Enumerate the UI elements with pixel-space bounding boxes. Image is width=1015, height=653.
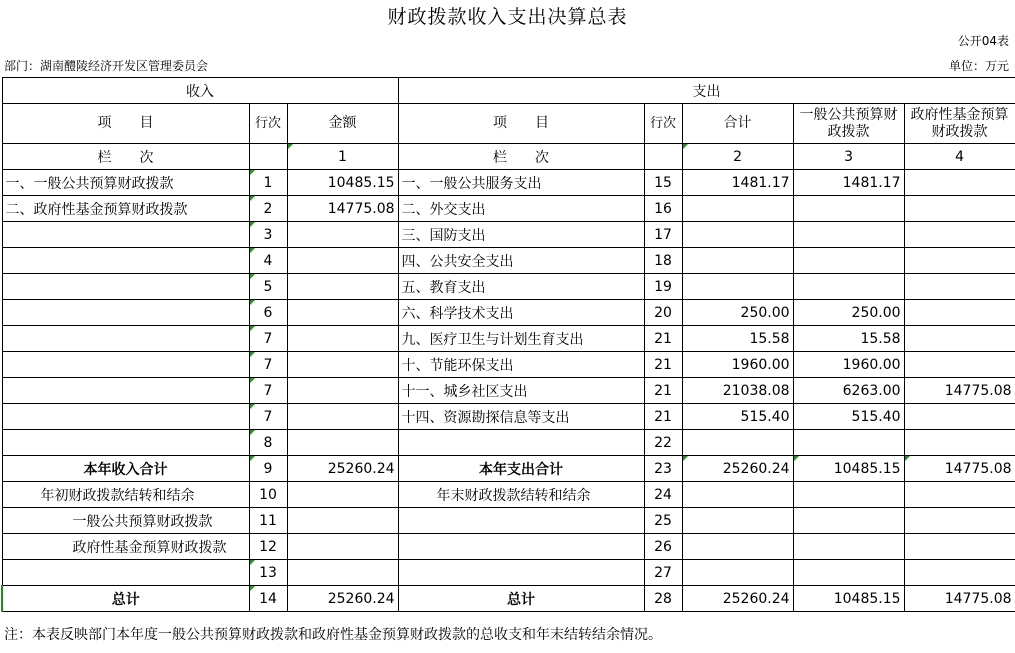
carry-row — [2, 482, 1015, 508]
carry-income-label: 年初财政拨款结转和结余 — [2, 482, 249, 508]
carry-general-expense-general — [793, 508, 904, 534]
carry-expense-label: 年末财政拨款结转和结余 — [398, 482, 644, 508]
income-item-cell — [2, 430, 249, 456]
income-amount-cell: 14775.08 — [287, 196, 398, 222]
report-table — [1, 77, 1015, 612]
income-item-cell: 二、政府性基金预算财政拨款 — [2, 196, 249, 222]
income-item-cell — [2, 378, 249, 404]
carry-general-expense-rowno: 25 — [644, 508, 682, 534]
blank-expense-item — [398, 560, 644, 586]
carry-fund-expense-rowno: 26 — [644, 534, 682, 560]
grand-expense-total-fund: 14775.08 — [904, 586, 1015, 612]
expense-total-cell: 515.40 — [682, 404, 793, 430]
expense-item-cell: 四、公共安全支出 — [398, 248, 644, 274]
income-item-cell — [2, 352, 249, 378]
expense-rowno-blank — [644, 144, 682, 170]
carry-fund-amount — [287, 534, 398, 560]
expense-rowno-cell: 21 — [644, 326, 682, 352]
expense-rowno-header: 行次 — [644, 104, 682, 144]
expense-rowno-cell: 19 — [644, 274, 682, 300]
expense-rowno-cell: 21 — [644, 352, 682, 378]
expense-item-cell: 三、国防支出 — [398, 222, 644, 248]
carry-general-amount — [287, 508, 398, 534]
carry-fund-expense-general — [793, 534, 904, 560]
carry-income-rowno: 10 — [249, 482, 287, 508]
expense-general-cell: 1481.17 — [793, 170, 904, 196]
expense-fund-cell — [904, 430, 1015, 456]
expense-general-cell: 6263.00 — [793, 378, 904, 404]
income-rowno-cell: 8 — [249, 430, 287, 456]
income-amount-cell — [287, 326, 398, 352]
expense-general-cell — [793, 430, 904, 456]
carry-income-amount — [287, 482, 398, 508]
income-rowno-cell: 2 — [249, 196, 287, 222]
expense-total-cell — [682, 248, 793, 274]
expense-fund-cell — [904, 300, 1015, 326]
column-header-row — [2, 104, 1015, 144]
carry-general-expense-total — [682, 508, 793, 534]
income-item-cell — [2, 326, 249, 352]
expense-total-cell: 1481.17 — [682, 170, 793, 196]
year-income-total-rowno: 9 — [249, 456, 287, 482]
grand-income-total-label: 总计 — [2, 586, 249, 612]
table-row — [2, 430, 1015, 456]
income-rowno-cell: 3 — [249, 222, 287, 248]
unit-label: 单位：万元 — [948, 59, 1009, 73]
carry-expense-total — [682, 482, 793, 508]
year-income-total-label: 本年收入合计 — [2, 456, 249, 482]
report-title: 财政拨款收入支出决算总表 — [387, 6, 628, 28]
expense-total-cell: 1960.00 — [682, 352, 793, 378]
income-rowno-blank — [249, 144, 287, 170]
blank-expense-rowno: 27 — [644, 560, 682, 586]
expense-general-cell — [793, 196, 904, 222]
grand-income-total-amount: 25260.24 — [287, 586, 398, 612]
income-amount-cell — [287, 300, 398, 326]
table-row — [2, 300, 1015, 326]
carry-expense-rowno: 24 — [644, 482, 682, 508]
expense-general-cell: 1960.00 — [793, 352, 904, 378]
expense-item-cell: 十一、城乡社区支出 — [398, 378, 644, 404]
grand-expense-total-general: 10485.15 — [793, 586, 904, 612]
blank-income-amount — [287, 560, 398, 586]
expense-rowno-cell: 18 — [644, 248, 682, 274]
year-total-row — [2, 456, 1015, 482]
expense-total-cell: 21038.08 — [682, 378, 793, 404]
expense-total-cell: 250.00 — [682, 300, 793, 326]
expense-fund-cell — [904, 248, 1015, 274]
income-amount-cell — [287, 248, 398, 274]
income-amount-cell — [287, 404, 398, 430]
carry-fund-row — [2, 534, 1015, 560]
expense-fund-cell — [904, 352, 1015, 378]
expense-rowno-cell: 20 — [644, 300, 682, 326]
table-row — [2, 326, 1015, 352]
income-rowno-cell: 1 — [249, 170, 287, 196]
expense-total-cell: 15.58 — [682, 326, 793, 352]
grand-income-total-rowno: 14 — [249, 586, 287, 612]
income-rowno-cell: 4 — [249, 248, 287, 274]
expense-general-cell — [793, 222, 904, 248]
expense-general-cell — [793, 274, 904, 300]
blank-expense-general — [793, 560, 904, 586]
expense-general-cell — [793, 248, 904, 274]
carry-general-expense-fund — [904, 508, 1015, 534]
column-number-1: 1 — [287, 144, 398, 170]
expense-item-cell: 十、节能环保支出 — [398, 352, 644, 378]
income-rowno-cell: 7 — [249, 326, 287, 352]
income-section-label: 收入 — [2, 78, 398, 104]
table-row — [2, 196, 1015, 222]
expense-fund-cell — [904, 274, 1015, 300]
expense-general-cell: 250.00 — [793, 300, 904, 326]
income-amount-cell: 10485.15 — [287, 170, 398, 196]
income-rowno-cell: 7 — [249, 352, 287, 378]
income-amount-cell — [287, 274, 398, 300]
income-amount-cell — [287, 430, 398, 456]
table-row — [2, 274, 1015, 300]
footnote: 注：本表反映部门本年度一般公共预算财政拨款和政府性基金预算财政拨款的总收支和年末结转结余情况。 — [4, 627, 662, 643]
section-header-row — [2, 78, 1015, 104]
year-expense-total-rowno: 23 — [644, 456, 682, 482]
carry-general-row — [2, 508, 1015, 534]
income-item-cell: 一、一般公共预算财政拨款 — [2, 170, 249, 196]
year-expense-total-amount: 25260.24 — [682, 456, 793, 482]
carry-fund-expense-fund — [904, 534, 1015, 560]
table-row — [2, 170, 1015, 196]
year-expense-total-general: 10485.15 — [793, 456, 904, 482]
expense-rowno-cell: 17 — [644, 222, 682, 248]
expense-total-cell — [682, 274, 793, 300]
expense-total-header: 合计 — [682, 104, 793, 144]
blank-expense-fund — [904, 560, 1015, 586]
expense-total-cell — [682, 222, 793, 248]
blank-expense-total — [682, 560, 793, 586]
income-amount-cell — [287, 222, 398, 248]
income-amount-cell — [287, 352, 398, 378]
expense-fund-cell — [904, 196, 1015, 222]
expense-fund-cell — [904, 404, 1015, 430]
grand-expense-total-label: 总计 — [398, 586, 644, 612]
expense-general-cell: 515.40 — [793, 404, 904, 430]
expense-item-cell: 九、医疗卫生与计划生育支出 — [398, 326, 644, 352]
income-item-cell — [2, 274, 249, 300]
expense-rowno-cell: 16 — [644, 196, 682, 222]
expense-rowno-cell: 15 — [644, 170, 682, 196]
carry-general-rowno: 11 — [249, 508, 287, 534]
table-row — [2, 378, 1015, 404]
expense-rowno-cell: 21 — [644, 404, 682, 430]
grand-expense-total-rowno: 28 — [644, 586, 682, 612]
expense-section-label: 支出 — [398, 78, 1015, 104]
blank-income-rowno: 13 — [249, 560, 287, 586]
income-item-cell — [2, 248, 249, 274]
table-row — [2, 352, 1015, 378]
department-label: 部门：湖南醴陵经济开发区管理委员会 — [4, 59, 209, 73]
income-rowno-header: 行次 — [249, 104, 287, 144]
year-expense-total-label: 本年支出合计 — [398, 456, 644, 482]
expense-item-cell: 二、外交支出 — [398, 196, 644, 222]
blank-income-item — [2, 560, 249, 586]
income-amount-header: 金额 — [287, 104, 398, 144]
expense-item-cell: 五、教育支出 — [398, 274, 644, 300]
table-row — [2, 248, 1015, 274]
expense-rowno-cell: 22 — [644, 430, 682, 456]
table-row — [2, 222, 1015, 248]
table-row — [2, 404, 1015, 430]
income-rowno-cell: 7 — [249, 404, 287, 430]
income-column-label: 栏 次 — [2, 144, 249, 170]
income-rowno-cell: 7 — [249, 378, 287, 404]
expense-general-cell: 15.58 — [793, 326, 904, 352]
expense-column-label: 栏 次 — [398, 144, 644, 170]
grand-total-row — [2, 586, 1015, 612]
expense-item-cell — [398, 430, 644, 456]
carry-fund-expense-item — [398, 534, 644, 560]
income-item-cell — [2, 222, 249, 248]
income-item-cell — [2, 300, 249, 326]
form-code: 公开04表 — [957, 34, 1009, 48]
carry-fund-rowno: 12 — [249, 534, 287, 560]
carry-fund-expense-total — [682, 534, 793, 560]
grand-expense-total-amount: 25260.24 — [682, 586, 793, 612]
carry-expense-fund — [904, 482, 1015, 508]
income-rowno-cell: 6 — [249, 300, 287, 326]
blank-row — [2, 560, 1015, 586]
carry-general-expense-item — [398, 508, 644, 534]
income-amount-cell — [287, 378, 398, 404]
expense-fund-cell: 14775.08 — [904, 378, 1015, 404]
expense-item-cell: 十四、资源勘探信息等支出 — [398, 404, 644, 430]
expense-item-cell: 一、一般公共服务支出 — [398, 170, 644, 196]
income-item-header: 项 目 — [2, 104, 249, 144]
year-income-total-amount: 25260.24 — [287, 456, 398, 482]
expense-total-cell — [682, 196, 793, 222]
column-number-4: 4 — [904, 144, 1015, 170]
income-rowno-cell: 5 — [249, 274, 287, 300]
expense-total-cell — [682, 430, 793, 456]
expense-general-header: 一般公共预算财政拨款 — [793, 104, 904, 144]
column-number-3: 3 — [793, 144, 904, 170]
expense-item-cell: 六、科学技术支出 — [398, 300, 644, 326]
expense-item-header: 项 目 — [398, 104, 644, 144]
column-number-row — [2, 144, 1015, 170]
carry-fund-label: 政府性基金预算财政拨款 — [2, 534, 249, 560]
carry-general-label: 一般公共预算财政拨款 — [2, 508, 249, 534]
expense-rowno-cell: 21 — [644, 378, 682, 404]
expense-fund-cell — [904, 170, 1015, 196]
expense-fund-cell — [904, 326, 1015, 352]
carry-expense-general — [793, 482, 904, 508]
column-number-2: 2 — [682, 144, 793, 170]
income-item-cell — [2, 404, 249, 430]
expense-fund-cell — [904, 222, 1015, 248]
year-expense-total-fund: 14775.08 — [904, 456, 1015, 482]
expense-fund-header: 政府性基金预算财政拨款 — [904, 104, 1015, 144]
